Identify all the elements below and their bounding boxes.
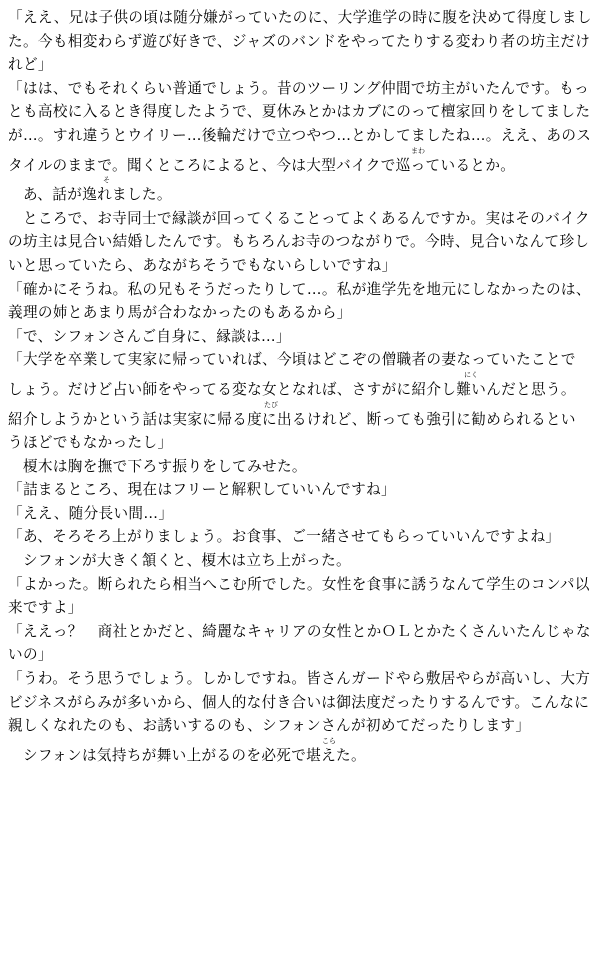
novel-page (8, 6, 606, 767)
text-line (8, 207, 606, 231)
text-line (8, 230, 606, 254)
text-line (8, 478, 606, 502)
text-line (8, 643, 606, 667)
text-line (8, 176, 606, 207)
line-text: 「はは、でもそれくらい普通でしょう。昔のツーリング仲間で坊主がいたんです。もっ (8, 79, 590, 97)
line-text: 来ですよ」 (8, 599, 83, 617)
ruby-reading: こら (322, 736, 336, 745)
text-line (8, 596, 606, 620)
text-line (8, 278, 606, 302)
line-text: 親しくなれたのも、お誘いするのも、シフォンさんが初めてだったりします」 (8, 717, 531, 735)
line-text: しょう。だけど占い師をやってる変な女となれば、さすがに紹介し難いんだと思う。 (8, 380, 576, 398)
line-text: 「ええ、兄は子供の頃は随分嫌がっていたのに、大学進学の時に腹を決めて得度しまし (8, 9, 592, 26)
line-text: 「ええ、随分長い間…」 (8, 504, 174, 522)
text-line (8, 502, 606, 526)
line-text: 「ええっ？ 商社とかだと、綺麗なキャリアの女性とかＯＬとかたくさんいたんじゃな (8, 622, 591, 640)
line-text: うほどでもなかったし」 (8, 434, 173, 452)
text-line (8, 53, 606, 77)
line-text: いの」 (8, 646, 53, 664)
line-text: ところで、お寺同士で縁談が回ってくることってよくあるんですか。実はそのバイク (8, 209, 590, 227)
text-line (8, 77, 606, 101)
text-line (8, 620, 606, 644)
ruby-reading: まわ (411, 146, 425, 155)
text-line (8, 348, 606, 372)
line-text: れど」 (8, 56, 53, 74)
text-line (8, 254, 606, 278)
text-line (8, 691, 606, 715)
text-line (8, 100, 606, 124)
line-text: 「うわ。そう思うでしょう。しかしですね。皆さんガードやら敷居やらが高いし、大方 (8, 670, 591, 688)
line-text: が…。すれ違うとウイリー…後輪だけで立つやつ…とかしてましたね…。ええ、あのス (8, 126, 592, 144)
text-line (8, 525, 606, 549)
line-text: 紹介しようかという話は実家に帰る度に出るけれど、断っても強引に勧められるとい (8, 410, 576, 428)
text-line (8, 370, 606, 402)
text-line (8, 549, 606, 573)
ruby-reading: そ (103, 176, 110, 185)
text-line (8, 431, 606, 455)
line-text: とも高校に入るとき得度したようで、夏休みとかはカブにのって檀家回りをしてました (8, 103, 591, 121)
text-line (8, 30, 606, 54)
line-text: いと思っていたら、あながちそうでもないらしいですね」 (8, 256, 397, 274)
line-text: 「大学を卒業して実家に帰っていれば、今頃はどこぞの僧職者の妻なっていたことで (8, 351, 576, 369)
line-text: タイルのままで。聞くところによると、今は大型バイクで巡っているとか。 (8, 156, 516, 174)
line-text: 「詰まるところ、現在はフリーと解釈していいんですね」 (8, 481, 396, 499)
line-text: た。今も相変わらず遊び好きで、ジャズのバンドをやってたりする変わり者の坊主だけ (8, 32, 591, 50)
line-text: ビジネスがらみが多いから、個人的な付き合いは御法度だったりするんです。こんなに (8, 693, 590, 711)
line-text: 「あ、そろそろ上がりましょう。お食事、ご一緒させてもらっていいんですよね」 (8, 528, 561, 546)
text-line (8, 124, 606, 148)
text-line (8, 714, 606, 738)
line-text: 義理の姉とあまり馬が合わなかったのもあるから」 (8, 304, 352, 322)
line-text: シフォンは気持ちが舞い上がるのを必死で堪えた。 (8, 746, 366, 764)
text-line (8, 736, 606, 768)
line-text: 「で、シフォンさんご自身に、縁談は…」 (8, 327, 291, 345)
text-line (8, 400, 606, 432)
text-line (8, 146, 606, 178)
line-text: 榎木は胸を撫で下ろす振りをしてみせた。 (8, 457, 307, 475)
text-line (8, 6, 606, 30)
line-text: の坊主は見合い結婚したんです。もちろんお寺のつながりで。今時、見合いなんて珍し (8, 233, 590, 251)
line-text: シフォンが大きく頷くと、榎木は立ち上がった。 (8, 552, 351, 570)
line-text: 「よかった。断られたら相当へこむ所でした。女性を食事に誘うなんて学生のコンパ以 (8, 575, 590, 593)
text-line (8, 667, 606, 691)
text-line (8, 573, 606, 597)
text-line (8, 325, 606, 349)
text-line (8, 455, 606, 479)
line-text: あ、話が逸れました。 (8, 186, 172, 204)
ruby-reading: にく (464, 370, 478, 379)
line-text: 「確かにそうね。私の兄もそうだったりして…。私が進学先を地元にしなかったのは、 (8, 280, 591, 298)
ruby-reading: たび (264, 400, 278, 409)
text-line (8, 301, 606, 325)
